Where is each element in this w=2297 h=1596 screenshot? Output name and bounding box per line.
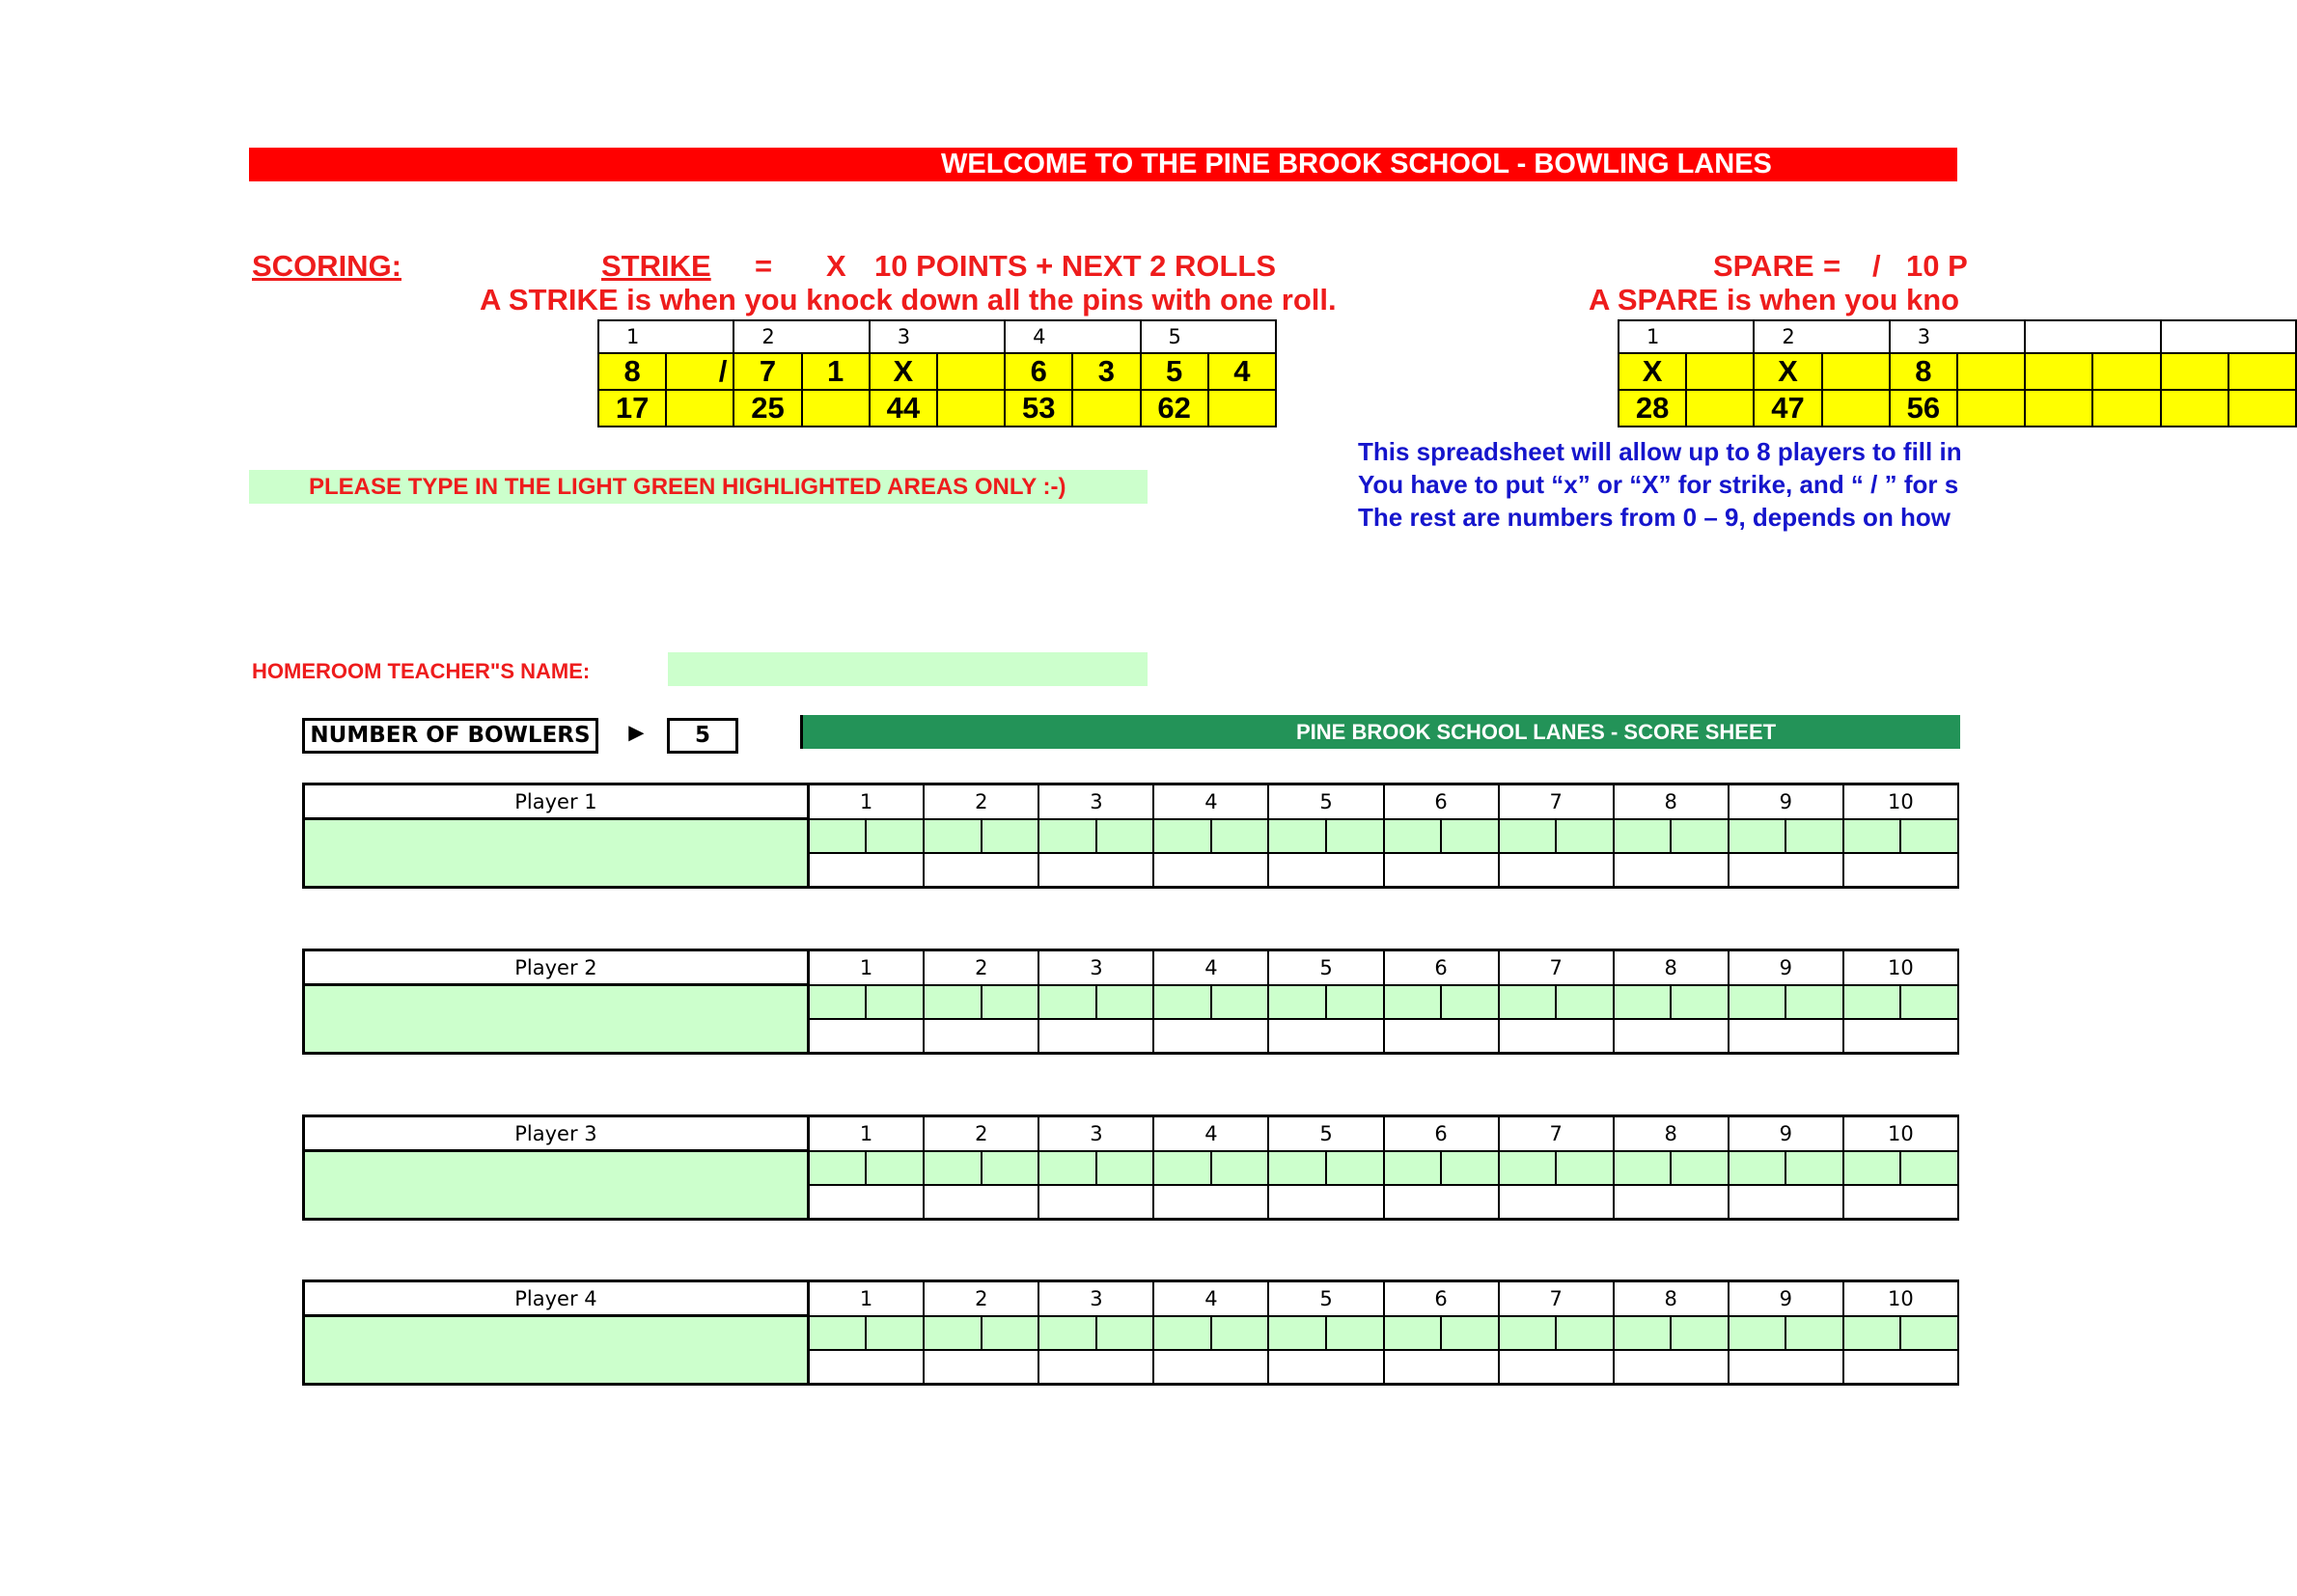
- roll-input[interactable]: [866, 1151, 924, 1185]
- example-roll: 8: [1890, 353, 1957, 390]
- roll-input[interactable]: [1096, 819, 1154, 853]
- roll-input[interactable]: [1384, 819, 1442, 853]
- frame-total: [1038, 1350, 1153, 1385]
- frame-number: 9: [1729, 784, 1843, 819]
- roll-input[interactable]: [1785, 1316, 1843, 1350]
- frame-total: [1729, 1019, 1843, 1054]
- frame-number: 3: [1038, 950, 1153, 985]
- roll-input[interactable]: [924, 819, 982, 853]
- example-blank: [666, 390, 733, 427]
- example-roll: [1686, 353, 1754, 390]
- roll-input[interactable]: [1614, 1316, 1672, 1350]
- example-frame-number: 2: [1754, 320, 1889, 353]
- frame-number: 5: [1268, 1116, 1383, 1151]
- frame-total: [1384, 1350, 1499, 1385]
- roll-input[interactable]: [808, 985, 866, 1019]
- frame-number: 1: [808, 950, 924, 985]
- roll-input[interactable]: [1096, 985, 1154, 1019]
- example-total: 17: [598, 390, 666, 427]
- spare-symbol: /: [1872, 249, 1881, 283]
- frame-total: [924, 1019, 1038, 1054]
- roll-input[interactable]: [924, 1151, 982, 1185]
- example-frame-number: 4: [1005, 320, 1140, 353]
- example-total: 25: [733, 390, 801, 427]
- frame-number: 10: [1843, 784, 1958, 819]
- player-name-input[interactable]: [304, 819, 809, 888]
- example-frame-number: 2: [733, 320, 869, 353]
- frame-total: [1499, 853, 1614, 888]
- frame-number: 1: [808, 1116, 924, 1151]
- frame-number: 7: [1499, 1281, 1614, 1316]
- roll-input[interactable]: [1556, 1151, 1614, 1185]
- roll-input[interactable]: [1671, 1151, 1729, 1185]
- frame-total: [808, 1350, 924, 1385]
- frame-total: [924, 1350, 1038, 1385]
- frame-total: [1268, 1019, 1383, 1054]
- roll-input[interactable]: [1211, 819, 1269, 853]
- frame-number: 4: [1153, 950, 1268, 985]
- frame-total: [808, 853, 924, 888]
- example-roll: 4: [1208, 353, 1276, 390]
- spare-equals: =: [1823, 249, 1841, 283]
- example-total: 56: [1890, 390, 1957, 427]
- player-name-input[interactable]: [304, 1316, 809, 1385]
- frame-number: 8: [1614, 1116, 1729, 1151]
- frame-total: [1614, 1019, 1729, 1054]
- roll-input[interactable]: [1211, 1151, 1269, 1185]
- player-scorecard: [302, 783, 1957, 898]
- example-blank: [1957, 353, 2025, 390]
- example-blank: [1822, 390, 1890, 427]
- frame-number: 1: [808, 1281, 924, 1316]
- example-blank: [802, 390, 870, 427]
- example-blank: [2161, 353, 2228, 390]
- frame-total: [1384, 853, 1499, 888]
- roll-input[interactable]: [1499, 1316, 1557, 1350]
- spare-description-clip: [1589, 283, 1960, 321]
- roll-input[interactable]: [1441, 1151, 1499, 1185]
- roll-input[interactable]: [1900, 819, 1958, 853]
- info-line: The rest are numbers from 0 – 9, depends on how: [1358, 503, 1951, 532]
- info-line: You have to put “x” or “X” for strike, and “ / ” for s: [1358, 470, 1959, 499]
- frame-number: 6: [1384, 784, 1499, 819]
- player-score-table: [302, 949, 1959, 1055]
- frame-number: 9: [1729, 950, 1843, 985]
- example-roll: [937, 353, 1005, 390]
- example-blank: [2161, 390, 2228, 427]
- frame-number: 9: [1729, 1116, 1843, 1151]
- roll-input[interactable]: [1153, 819, 1211, 853]
- frame-total: [1499, 1185, 1614, 1220]
- roll-input[interactable]: [1729, 1151, 1786, 1185]
- frame-number: 6: [1384, 950, 1499, 985]
- roll-input[interactable]: [1268, 985, 1326, 1019]
- strike-points: 10 POINTS + NEXT 2 ROLLS: [874, 249, 1277, 283]
- roll-input[interactable]: [924, 985, 982, 1019]
- roll-input[interactable]: [1441, 985, 1499, 1019]
- example-frame-number: 3: [870, 320, 1005, 353]
- example-blank: [1208, 390, 1276, 427]
- frame-total: [1038, 1185, 1153, 1220]
- frame-number: 6: [1384, 1281, 1499, 1316]
- spare-points: 10 P: [1906, 249, 1968, 283]
- roll-input[interactable]: [1785, 819, 1843, 853]
- example-frame-number: 1: [598, 320, 733, 353]
- frame-total: [1038, 853, 1153, 888]
- roll-input[interactable]: [1671, 819, 1729, 853]
- roll-input[interactable]: [1671, 1316, 1729, 1350]
- roll-input[interactable]: [808, 819, 866, 853]
- example-blank: [2228, 353, 2296, 390]
- roll-input[interactable]: [1900, 1316, 1958, 1350]
- roll-input[interactable]: [1096, 1316, 1154, 1350]
- spare-points-clip: [1906, 249, 1968, 288]
- spare-example-table: [1618, 319, 2297, 427]
- roll-input[interactable]: [1843, 819, 1901, 853]
- roll-input[interactable]: [1499, 1151, 1557, 1185]
- roll-input[interactable]: [1900, 1151, 1958, 1185]
- score-sheet-title-bar: [800, 715, 1960, 749]
- roll-input[interactable]: [1384, 985, 1442, 1019]
- player-label: Player 1: [304, 784, 809, 819]
- player-scorecard: [302, 1114, 1957, 1230]
- frame-number: 9: [1729, 1281, 1843, 1316]
- roll-input[interactable]: [924, 1316, 982, 1350]
- teacher-name-label: HOMEROOM TEACHER"S NAME:: [252, 659, 591, 683]
- roll-input[interactable]: [1384, 1151, 1442, 1185]
- roll-input[interactable]: [1153, 1316, 1211, 1350]
- roll-input[interactable]: [1268, 1316, 1326, 1350]
- roll-input[interactable]: [1096, 1151, 1154, 1185]
- strike-symbol: X: [826, 249, 846, 283]
- example-roll: 5: [1141, 353, 1208, 390]
- example-roll: 6: [1005, 353, 1072, 390]
- example-blank: [2025, 353, 2092, 390]
- roll-input[interactable]: [1153, 1151, 1211, 1185]
- roll-input[interactable]: [1038, 985, 1096, 1019]
- frame-total: [1153, 853, 1268, 888]
- roll-input[interactable]: [1556, 1316, 1614, 1350]
- frame-total: [1843, 853, 1958, 888]
- roll-input[interactable]: [1153, 985, 1211, 1019]
- frame-total: [1614, 853, 1729, 888]
- frame-total: [1268, 1185, 1383, 1220]
- example-roll: X: [870, 353, 937, 390]
- frame-number: 8: [1614, 950, 1729, 985]
- roll-input[interactable]: [1441, 819, 1499, 853]
- roll-input[interactable]: [1384, 1316, 1442, 1350]
- roll-input[interactable]: [1211, 1316, 1269, 1350]
- frame-total: [924, 853, 1038, 888]
- frame-total: [1499, 1350, 1614, 1385]
- roll-input[interactable]: [982, 819, 1039, 853]
- roll-input[interactable]: [808, 1316, 866, 1350]
- example-blank: [1686, 390, 1754, 427]
- example-blank: [1072, 390, 1140, 427]
- player-name-input[interactable]: [304, 985, 809, 1054]
- frame-number: 3: [1038, 1116, 1153, 1151]
- frame-number: 10: [1843, 1116, 1958, 1151]
- frame-total: [1268, 853, 1383, 888]
- roll-input[interactable]: [1326, 985, 1384, 1019]
- example-total: 44: [870, 390, 937, 427]
- roll-input[interactable]: [1441, 1316, 1499, 1350]
- frame-number: 5: [1268, 784, 1383, 819]
- roll-input[interactable]: [982, 985, 1039, 1019]
- roll-input[interactable]: [1671, 985, 1729, 1019]
- roll-input[interactable]: [1785, 985, 1843, 1019]
- example-blank: [2092, 353, 2160, 390]
- example-roll: X: [1754, 353, 1821, 390]
- frame-total: [1384, 1185, 1499, 1220]
- roll-input[interactable]: [1326, 1316, 1384, 1350]
- example-roll: 1: [802, 353, 870, 390]
- roll-input[interactable]: [1843, 1151, 1901, 1185]
- roll-input[interactable]: [1038, 1151, 1096, 1185]
- roll-input[interactable]: [1729, 985, 1786, 1019]
- frame-number: 8: [1614, 1281, 1729, 1316]
- frame-number: 5: [1268, 1281, 1383, 1316]
- instruction-bar: [249, 470, 1148, 504]
- roll-input[interactable]: [982, 1151, 1039, 1185]
- roll-input[interactable]: [1556, 819, 1614, 853]
- scoring-label: SCORING:: [252, 249, 401, 283]
- frame-total: [1038, 1019, 1153, 1054]
- roll-input[interactable]: [982, 1316, 1039, 1350]
- frame-number: 3: [1038, 1281, 1153, 1316]
- example-total: 62: [1141, 390, 1208, 427]
- frame-total: [808, 1185, 924, 1220]
- roll-input[interactable]: [1038, 819, 1096, 853]
- teacher-name-input[interactable]: [668, 652, 1148, 686]
- frame-total: [1843, 1185, 1958, 1220]
- number-of-bowlers-label: NUMBER OF BOWLERS: [302, 718, 598, 754]
- frame-number: 4: [1153, 1281, 1268, 1316]
- frame-number: 4: [1153, 1116, 1268, 1151]
- roll-input[interactable]: [1614, 985, 1672, 1019]
- frame-number: 7: [1499, 950, 1614, 985]
- roll-input[interactable]: [1614, 819, 1672, 853]
- spare-word: SPARE: [1713, 249, 1814, 283]
- frame-total: [924, 1185, 1038, 1220]
- welcome-banner: [249, 148, 1957, 181]
- score-sheet-title: PINE BROOK SCHOOL LANES - SCORE SHEET: [1296, 720, 1777, 744]
- roll-input[interactable]: [1326, 1151, 1384, 1185]
- roll-input[interactable]: [1499, 819, 1557, 853]
- roll-input[interactable]: [866, 819, 924, 853]
- roll-input[interactable]: [1556, 985, 1614, 1019]
- frame-total: [808, 1019, 924, 1054]
- strike-description: A STRIKE is when you knock down all the pins with one roll.: [480, 283, 1337, 316]
- info-text-block: [1358, 437, 1962, 543]
- example-blank: [937, 390, 1005, 427]
- frame-number: 5: [1268, 950, 1383, 985]
- frame-total: [1384, 1019, 1499, 1054]
- player-score-table: [302, 1280, 1959, 1386]
- example-blank: [2025, 390, 2092, 427]
- frame-number: 2: [924, 1281, 1038, 1316]
- frame-number: 10: [1843, 1281, 1958, 1316]
- frame-number: 7: [1499, 1116, 1614, 1151]
- frame-number: 3: [1038, 784, 1153, 819]
- example-frame-blank: [2161, 320, 2297, 353]
- welcome-title: WELCOME TO THE PINE BROOK SCHOOL - BOWLING LANES: [941, 149, 1772, 179]
- frame-total: [1614, 1185, 1729, 1220]
- frame-total: [1729, 1350, 1843, 1385]
- frame-total: [1729, 853, 1843, 888]
- example-roll: [1822, 353, 1890, 390]
- example-frame-blank: [2025, 320, 2160, 353]
- example-roll: 8: [598, 353, 666, 390]
- example-frame-number: 5: [1141, 320, 1277, 353]
- roll-input[interactable]: [1268, 819, 1326, 853]
- player-scorecard: [302, 1280, 1957, 1395]
- player-score-table: [302, 1114, 1959, 1221]
- example-frame-number: 3: [1890, 320, 2025, 353]
- frame-number: 4: [1153, 784, 1268, 819]
- roll-input[interactable]: [1843, 1316, 1901, 1350]
- player-name-input[interactable]: [304, 1151, 809, 1220]
- player-label: Player 2: [304, 950, 809, 985]
- frame-total: [1843, 1019, 1958, 1054]
- strike-equals: =: [755, 249, 773, 283]
- frame-total: [1729, 1185, 1843, 1220]
- example-blank: [2228, 390, 2296, 427]
- frame-total: [1499, 1019, 1614, 1054]
- roll-input[interactable]: [1268, 1151, 1326, 1185]
- player-label: Player 3: [304, 1116, 809, 1151]
- player-scorecard: [302, 949, 1957, 1064]
- frame-number: 7: [1499, 784, 1614, 819]
- example-total: 47: [1754, 390, 1821, 427]
- frame-number: 10: [1843, 950, 1958, 985]
- frame-total: [1614, 1350, 1729, 1385]
- example-frame-number: 1: [1619, 320, 1754, 353]
- roll-input[interactable]: [1038, 1316, 1096, 1350]
- roll-input[interactable]: [1729, 819, 1786, 853]
- arrow-right-icon: ►: [623, 718, 650, 747]
- roll-input[interactable]: [1614, 1151, 1672, 1185]
- strike-example-table: [597, 319, 1277, 427]
- example-roll: 3: [1072, 353, 1140, 390]
- instruction-text: PLEASE TYPE IN THE LIGHT GREEN HIGHLIGHTED AREAS ONLY :-): [309, 474, 1066, 500]
- spare-description: A SPARE is when you kno: [1589, 283, 1960, 316]
- frame-total: [1153, 1019, 1268, 1054]
- frame-number: 2: [924, 784, 1038, 819]
- roll-input[interactable]: [1843, 985, 1901, 1019]
- roll-input[interactable]: [1785, 1151, 1843, 1185]
- player-score-table: [302, 783, 1959, 889]
- spare-example-clip: [1618, 318, 1957, 425]
- frame-number: 2: [924, 950, 1038, 985]
- frame-total: [1268, 1350, 1383, 1385]
- roll-input[interactable]: [808, 1151, 866, 1185]
- example-roll: 7: [733, 353, 801, 390]
- frame-total: [1153, 1185, 1268, 1220]
- example-roll: X: [1619, 353, 1686, 390]
- frame-number: 6: [1384, 1116, 1499, 1151]
- roll-input[interactable]: [866, 1316, 924, 1350]
- roll-input[interactable]: [866, 985, 924, 1019]
- roll-input[interactable]: [1729, 1316, 1786, 1350]
- frame-number: 8: [1614, 784, 1729, 819]
- number-of-bowlers-value[interactable]: 5: [667, 718, 738, 754]
- info-line: This spreadsheet will allow up to 8 players to fill in: [1358, 437, 1962, 466]
- roll-input[interactable]: [1326, 819, 1384, 853]
- example-blank: [1957, 390, 2025, 427]
- roll-input[interactable]: [1211, 985, 1269, 1019]
- example-roll: /: [666, 353, 733, 390]
- player-label: Player 4: [304, 1281, 809, 1316]
- frame-total: [1843, 1350, 1958, 1385]
- example-total: 53: [1005, 390, 1072, 427]
- strike-word: STRIKE: [601, 249, 711, 283]
- frame-total: [1153, 1350, 1268, 1385]
- example-total: 28: [1619, 390, 1686, 427]
- roll-input[interactable]: [1900, 985, 1958, 1019]
- roll-input[interactable]: [1499, 985, 1557, 1019]
- frame-number: 2: [924, 1116, 1038, 1151]
- example-blank: [2092, 390, 2160, 427]
- frame-number: 1: [808, 784, 924, 819]
